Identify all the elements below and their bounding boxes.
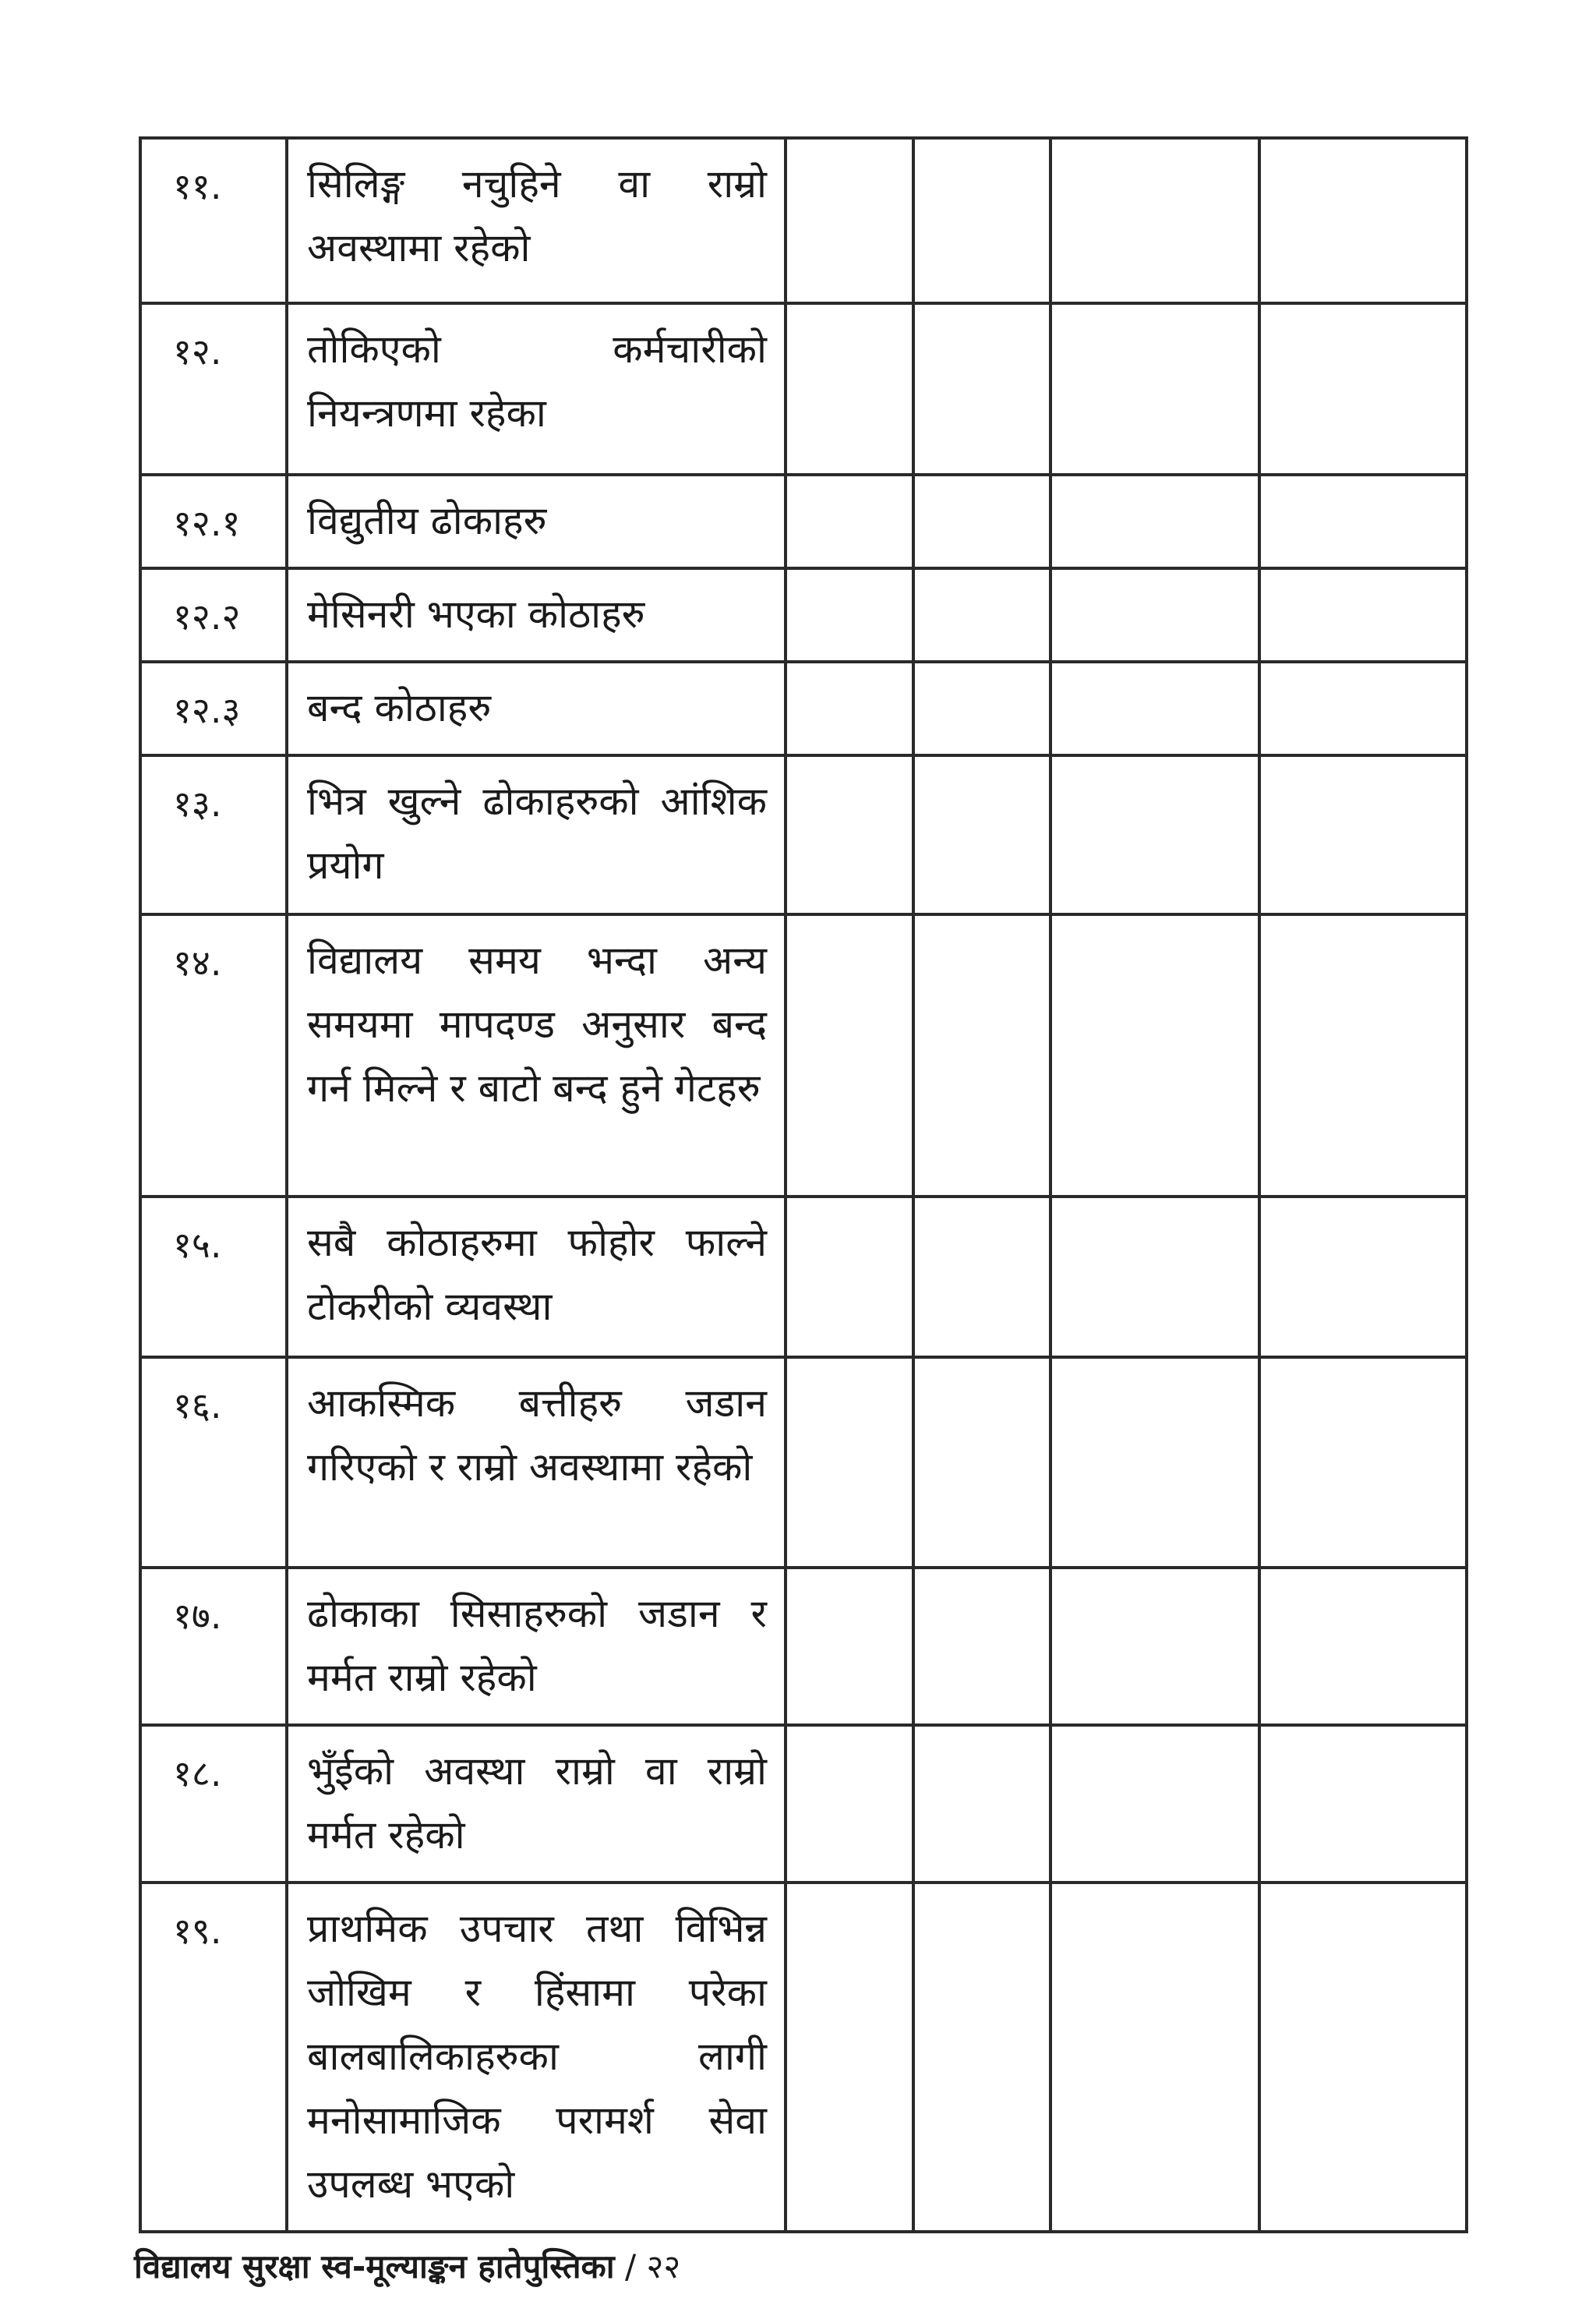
blank-cell (913, 755, 1050, 914)
blank-cell (1050, 1357, 1259, 1568)
blank-cell (913, 568, 1050, 662)
table-row (140, 1357, 1467, 1568)
blank-cell (786, 755, 913, 914)
row-description: आकस्मिक बत्तीहरु जडान गरिएको र राम्रो अवस्थामा रहेको (287, 1357, 786, 1568)
blank-cell (1259, 1568, 1467, 1725)
blank-cell (1259, 303, 1467, 475)
blank-cell (1050, 1197, 1259, 1357)
blank-cell (786, 1197, 913, 1357)
blank-cell (1259, 755, 1467, 914)
handbook-title: विद्यालय सुरक्षा स्व-मूल्याङ्कन हातेपुस्तिका (134, 2247, 615, 2286)
row-description: प्राथमिक उपचार तथा विभिन्न जोखिम र हिंसामा परेका बालबालिकाहरुका लागी मनोसामाजिक परामर्श सेवा उपलब्ध भएको (287, 1883, 786, 2232)
row-description: सिलिङ्ग नचुहिने वा राम्रो अवस्थामा रहेको (287, 138, 786, 303)
blank-cell (913, 1725, 1050, 1883)
row-description: विद्यालय समय भन्दा अन्य समयमा मापदण्ड अनुसार बन्द गर्न मिल्ने र बाटो बन्द हुने गेटहरु (287, 914, 786, 1197)
row-description: बन्द कोठाहरु (287, 662, 786, 755)
blank-cell (1259, 1197, 1467, 1357)
blank-cell (1050, 662, 1259, 755)
blank-cell (786, 475, 913, 568)
blank-cell (1259, 662, 1467, 755)
blank-cell (786, 1725, 913, 1883)
blank-cell (1050, 475, 1259, 568)
blank-cell (1050, 914, 1259, 1197)
blank-cell (786, 303, 913, 475)
blank-cell (913, 138, 1050, 303)
blank-cell (1050, 1725, 1259, 1883)
table-row (140, 138, 1467, 303)
blank-cell (1050, 568, 1259, 662)
blank-cell (913, 303, 1050, 475)
table-row (140, 1568, 1467, 1725)
row-number: १२. (140, 303, 287, 475)
blank-cell (1050, 303, 1259, 475)
blank-cell (1050, 138, 1259, 303)
row-description: विद्युतीय ढोकाहरु (287, 475, 786, 568)
blank-cell (913, 1568, 1050, 1725)
blank-cell (786, 662, 913, 755)
row-number: १२.३ (140, 662, 287, 755)
blank-cell (786, 1568, 913, 1725)
row-number: १६. (140, 1357, 287, 1568)
blank-cell (913, 914, 1050, 1197)
row-number: १५. (140, 1197, 287, 1357)
row-description: भुँईको अवस्था राम्रो वा राम्रो मर्मत रहेको (287, 1725, 786, 1883)
table-row (140, 662, 1467, 755)
blank-cell (786, 914, 913, 1197)
blank-cell (913, 475, 1050, 568)
blank-cell (1259, 1883, 1467, 2232)
row-number: १२.१ (140, 475, 287, 568)
row-number: १७. (140, 1568, 287, 1725)
row-number: १४. (140, 914, 287, 1197)
row-description: ढोकाका सिसाहरुको जडान र मर्मत राम्रो रहेको (287, 1568, 786, 1725)
table-row (140, 1725, 1467, 1883)
blank-cell (1259, 1357, 1467, 1568)
row-number: १२.२ (140, 568, 287, 662)
row-number: १९. (140, 1883, 287, 2232)
blank-cell (1259, 568, 1467, 662)
blank-cell (913, 662, 1050, 755)
row-description: मेसिनरी भएका कोठाहरु (287, 568, 786, 662)
blank-cell (786, 568, 913, 662)
checklist-table (139, 136, 1468, 2233)
table-row (140, 1197, 1467, 1357)
row-number: १८. (140, 1725, 287, 1883)
blank-cell (1259, 914, 1467, 1197)
row-description: सबै कोठाहरुमा फोहोर फाल्ने टोकरीको व्यवस्था (287, 1197, 786, 1357)
row-number: १३. (140, 755, 287, 914)
row-number: ११. (140, 138, 287, 303)
blank-cell (786, 138, 913, 303)
blank-cell (1259, 475, 1467, 568)
blank-cell (1050, 1568, 1259, 1725)
row-description: तोकिएको कर्मचारीको नियन्त्रणमा रहेका (287, 303, 786, 475)
blank-cell (786, 1357, 913, 1568)
page-footer (134, 2243, 680, 2288)
blank-cell (786, 1883, 913, 2232)
blank-cell (1259, 138, 1467, 303)
table-row (140, 755, 1467, 914)
blank-cell (913, 1883, 1050, 2232)
blank-cell (913, 1357, 1050, 1568)
table-row (140, 1883, 1467, 2232)
table-row (140, 568, 1467, 662)
table-row (140, 475, 1467, 568)
blank-cell (1050, 1883, 1259, 2232)
row-description: भित्र खुल्ने ढोकाहरुको आंशिक प्रयोग (287, 755, 786, 914)
blank-cell (1050, 755, 1259, 914)
page-number: २२ (646, 2247, 681, 2286)
table-row (140, 914, 1467, 1197)
blank-cell (1259, 1725, 1467, 1883)
footer-separator: / (614, 2247, 647, 2286)
table-row (140, 303, 1467, 475)
blank-cell (913, 1197, 1050, 1357)
